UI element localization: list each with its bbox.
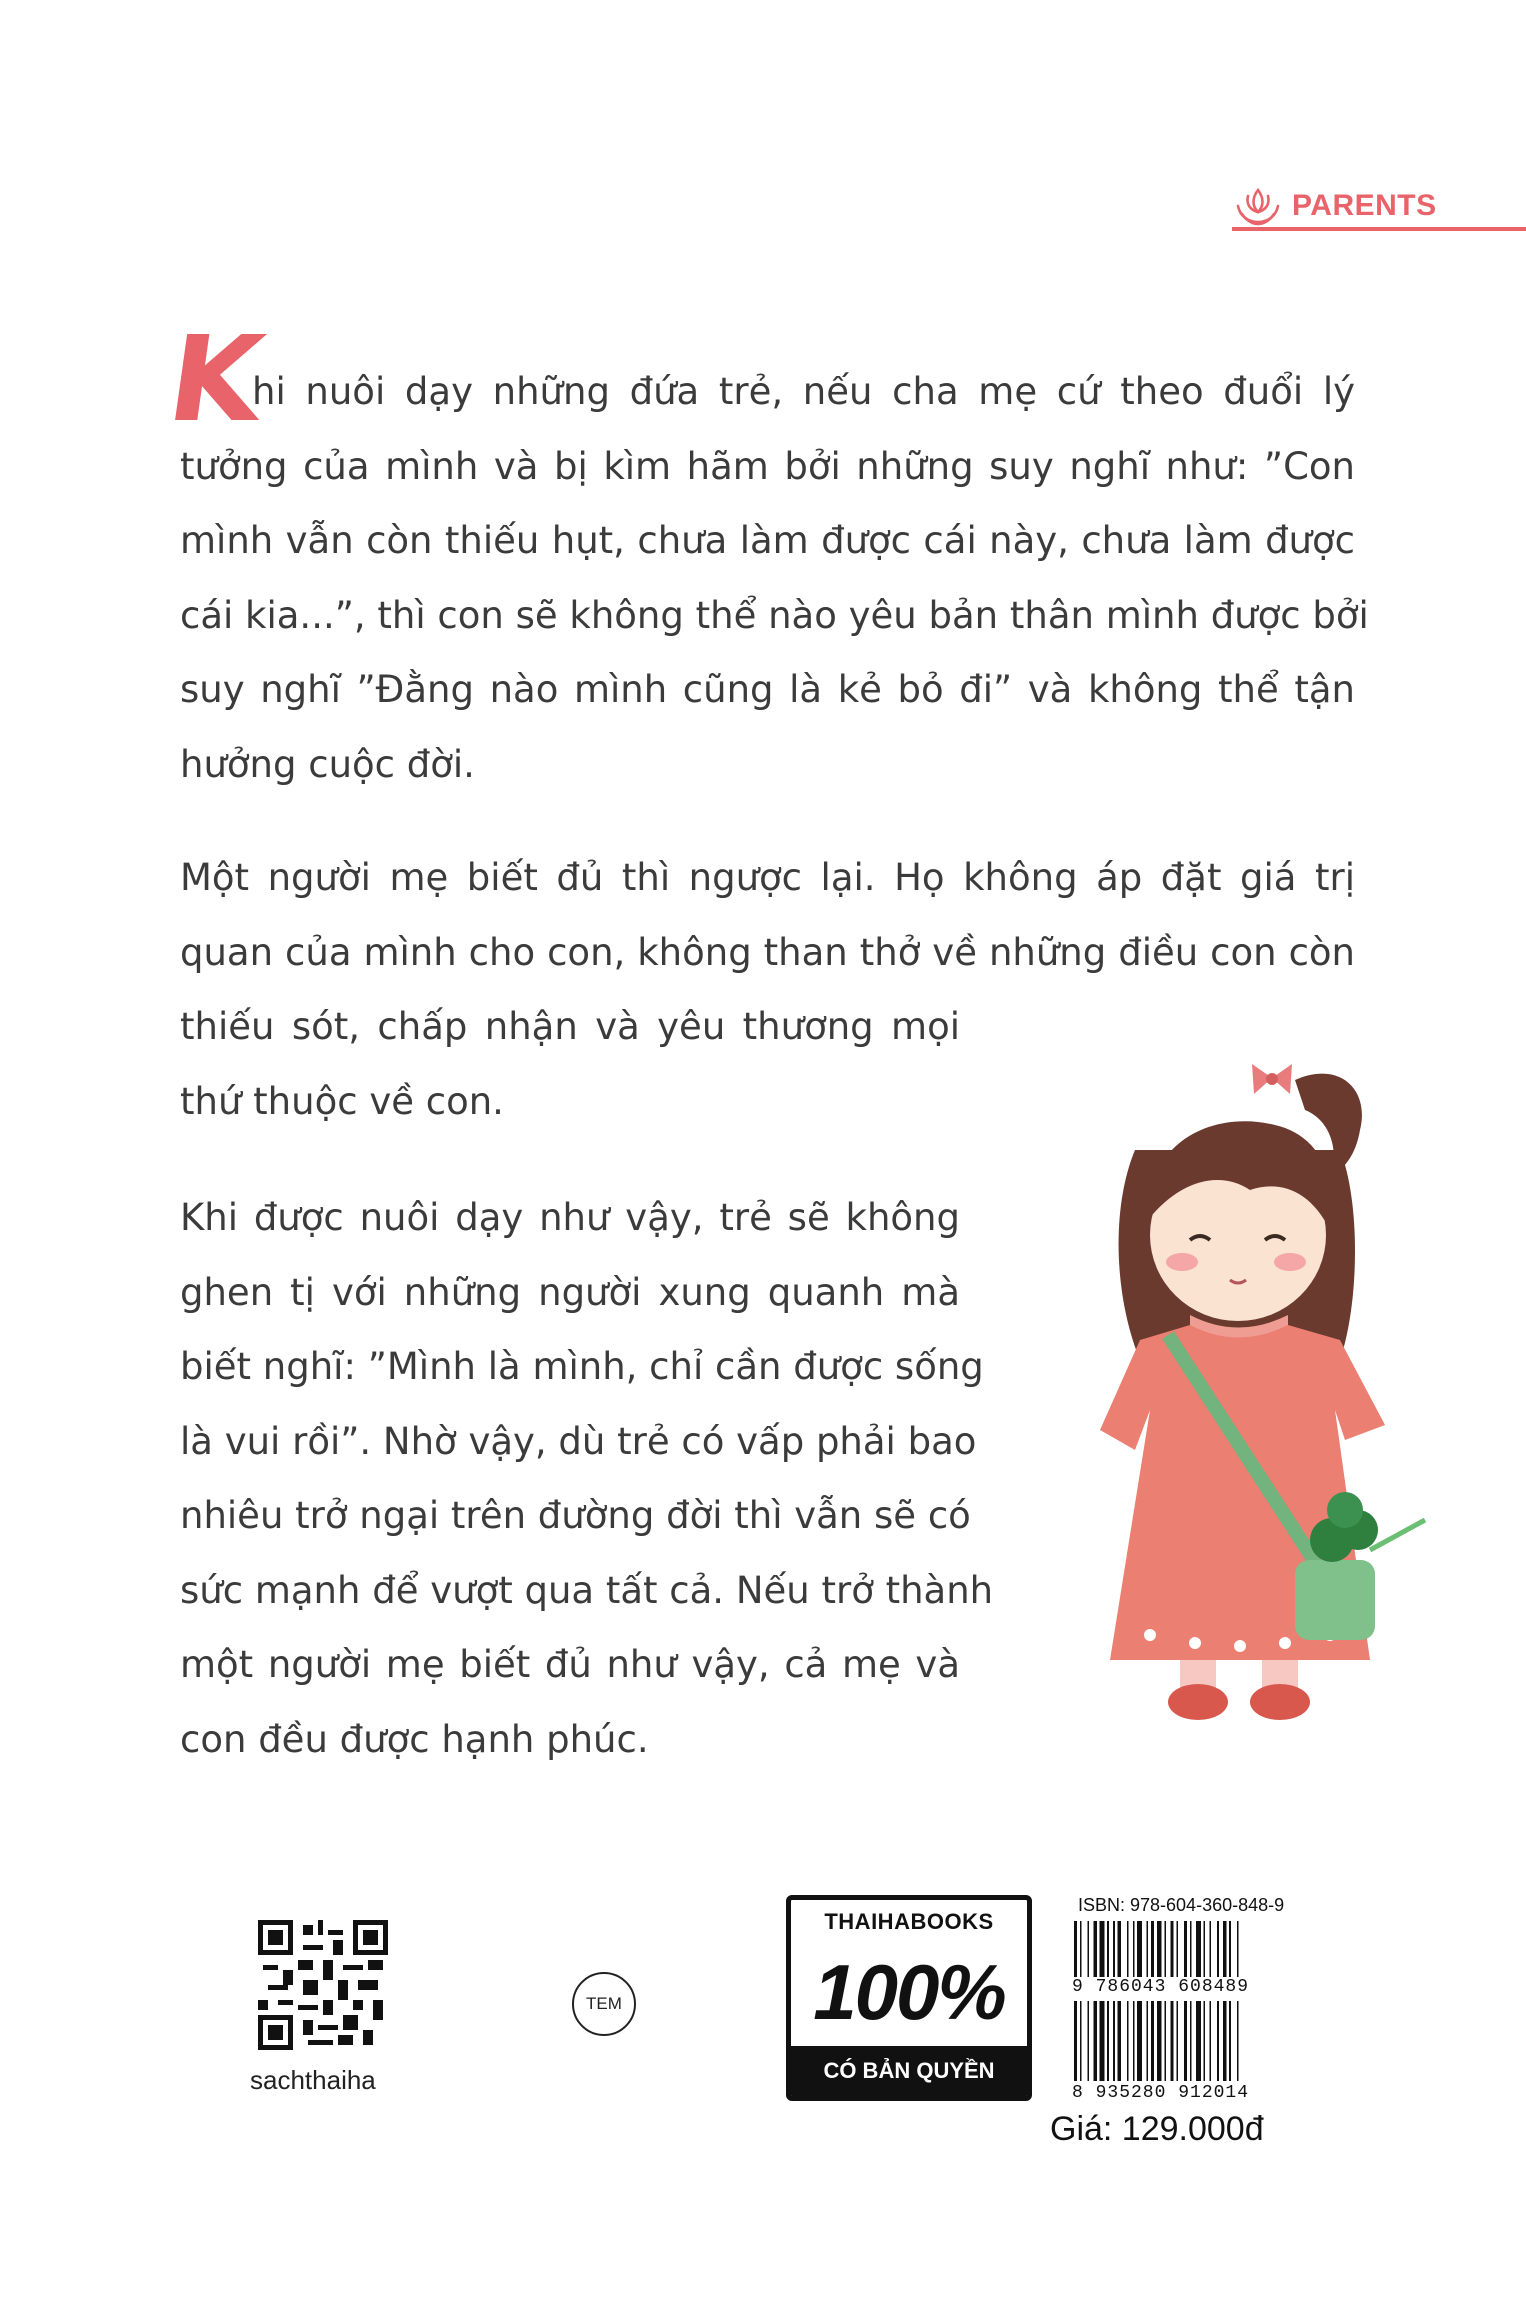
barcode-bar [1210,2001,1212,2081]
barcode-bar [1088,1921,1090,1977]
barcode-number-2: 8 935280 912014 [1072,2083,1250,2103]
barcode-bar [1204,2001,1206,2081]
barcode-bar [1217,2001,1219,2081]
barcode-bar [1107,2001,1109,2081]
barcode-bar [1237,1921,1239,1977]
text-line: con đều được hạnh phúc. [180,1717,649,1761]
tem-stamp: TEM [572,1972,636,2036]
text-line: ghen tị với những người xung quanh mà [180,1270,960,1314]
barcode-bar [1184,1921,1187,1977]
barcode-bar [1210,1921,1212,1977]
barcode-bar [1204,1921,1206,1977]
barcode-bar [1113,2001,1115,2081]
barcode-bar [1133,1921,1135,1977]
barcode-bar [1094,2001,1097,2081]
barcode-bar [1151,1921,1154,1977]
barcode-bar [1223,1921,1226,1977]
barcode-bar [1170,2001,1173,2081]
text-line: quan của mình cho con, không than thở về những điều con còn [180,930,1355,974]
text-line: là vui rồi”. Nhờ vậy, dù trẻ có vấp phải bao [180,1419,977,1463]
text-line: Khi được nuôi dạy như vậy, trẻ sẽ không [180,1196,960,1239]
text-line: một người mẹ biết đủ như vậy, cả mẹ và [180,1643,960,1686]
barcode-bar [1184,2001,1187,2081]
badge-top-text: THAIHABOOKS [824,1909,994,1934]
publisher-brand [1232,180,1437,232]
barcode-bar [1146,1921,1148,1977]
barcode-bar [1074,2001,1077,2081]
qr-label: sachthaiha [250,2065,376,2095]
barcode-bar [1127,1921,1129,1977]
hands-flower-icon [1232,180,1284,232]
barcode-bar [1118,1921,1121,1977]
isbn-label: ISBN: 978-604-360-848-9 [1078,1895,1285,1915]
text-line: Một người mẹ biết đủ thì ngược lại. Họ không áp đặt giá trị [180,856,1355,899]
barcode-number-1: 9 786043 608489 [1072,1977,1250,1997]
barcode-bar [1229,1921,1231,1977]
barcode-bar [1107,1921,1109,1977]
barcode-bar [1151,2001,1154,2081]
barcode-bar [1164,1921,1166,1977]
brand-label: PARENTS [1292,189,1437,222]
barcode-bar [1237,2001,1239,2081]
barcode-bar [1157,1921,1162,1977]
barcode-bar [1190,1921,1192,1977]
text-line: hi nuôi dạy những đứa trẻ, nếu cha mẹ cứ theo đuổi lý [252,370,1355,413]
text-line: tưởng của mình và bị kìm hãm bởi những suy nghĩ như: ”Con [180,444,1355,488]
barcode-bar [1170,1921,1173,1977]
text-line: cái kia...”, thì con sẽ không thể nào yêu bản thân mình được bởi [180,593,1369,637]
badge-main-text: 100% [813,1947,1005,2036]
barcode-bar [1074,1921,1077,1977]
barcode-bar [1127,2001,1129,2081]
badge-bottom-text: CÓ BẢN QUYỀN [791,2046,1027,2096]
price: Giá: 129.000đ [1050,2110,1264,2148]
barcode-bar [1133,2001,1135,2081]
paragraph-3 [180,1181,994,1777]
drop-cap: K [160,310,272,448]
barcode-bar [1196,1921,1201,1977]
text-line: thứ thuộc về con. [180,1079,504,1123]
barcode-bar [1094,1921,1097,1977]
text-line: suy nghĩ ”Đằng nào mình cũng là kẻ bỏ đi” và không thể tận [180,668,1355,711]
text-line: mình vẫn còn thiếu hụt, chưa làm được cái này, chưa làm được [180,519,1355,562]
barcode-bar [1157,2001,1162,2081]
barcode-bar [1080,1921,1082,1977]
barcode-bar [1217,1921,1219,1977]
barcode-bar [1196,2001,1201,2081]
barcode-bar [1118,2001,1121,2081]
barcode-bar [1100,1921,1105,1977]
barcode-bar [1176,2001,1178,2081]
barcode-bar [1223,2001,1226,2081]
girl-illustration [1040,1040,1440,1720]
header-rule [1232,227,1526,231]
barcode-bar [1088,2001,1090,2081]
barcode [1068,1893,1278,2103]
text-line: biết nghĩ: ”Mình là mình, chỉ cần được sống [180,1345,984,1388]
barcode-bar [1100,2001,1105,2081]
barcode-bar [1137,1921,1142,1977]
copyright-badge [786,1895,1032,2101]
barcode-bar [1176,1921,1178,1977]
qr-code[interactable] [258,1920,388,2050]
paragraph-1 [180,355,1369,802]
barcode-bar [1113,1921,1115,1977]
text-line: hưởng cuộc đời. [180,742,475,786]
text-line: thiếu sót, chấp nhận và yêu thương mọi [180,1005,960,1048]
barcode-bar [1190,2001,1192,2081]
barcode-bar [1080,2001,1082,2081]
text-line: nhiêu trở ngại trên đường đời thì vẫn sẽ có [180,1494,971,1537]
barcode-bar [1137,2001,1142,2081]
text-line: sức mạnh để vượt qua tất cả. Nếu trở thành [180,1568,994,1612]
barcode-bar [1146,2001,1148,2081]
barcode-bar [1164,2001,1166,2081]
barcode-bar [1229,2001,1231,2081]
